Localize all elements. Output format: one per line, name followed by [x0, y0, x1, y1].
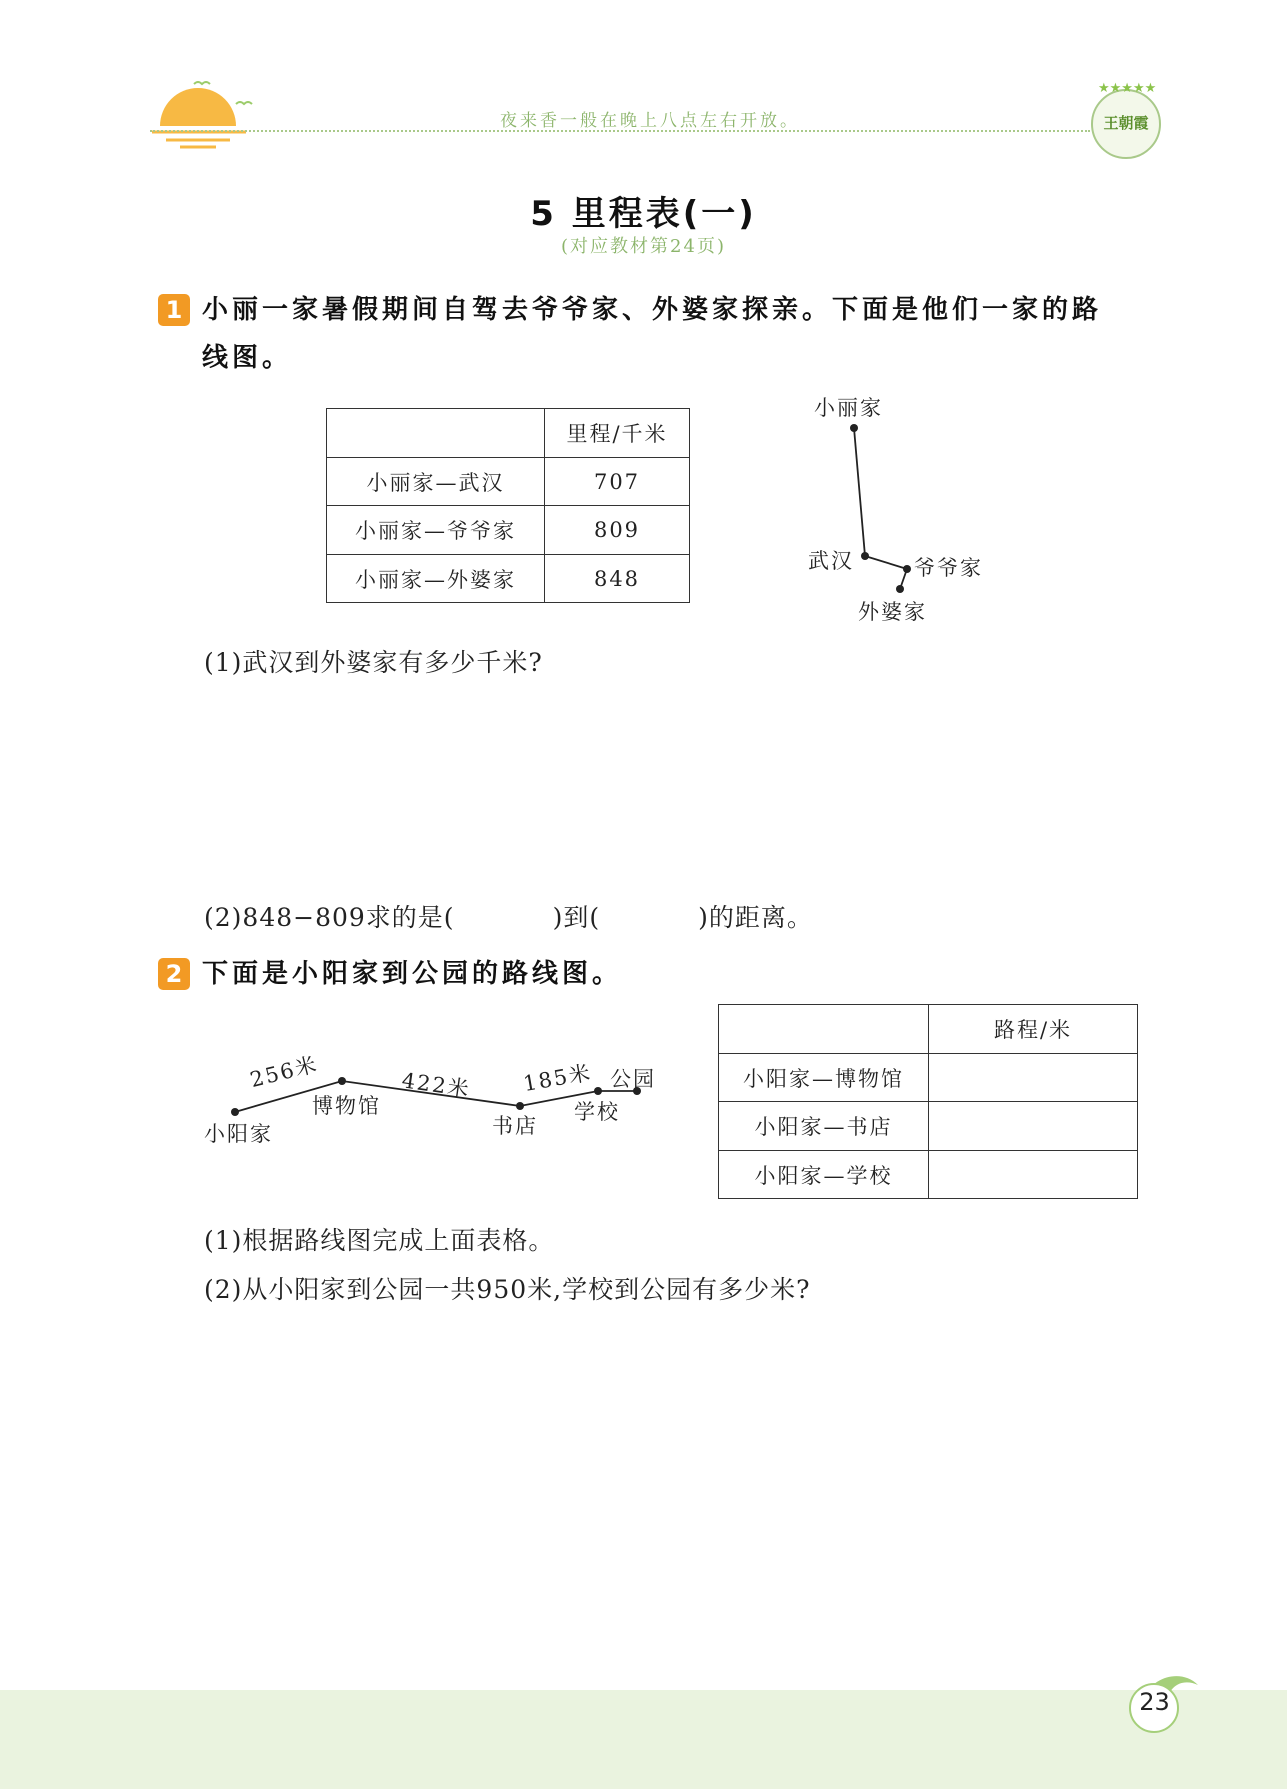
- brand-name: 王朝霞: [1103, 114, 1149, 132]
- q1-sub2-part-c: )的距离。: [698, 903, 813, 932]
- q1-sub2-part-b: )到(: [552, 903, 601, 932]
- route-label-museum: 博物馆: [312, 1094, 381, 1118]
- header-motto: 夜来香一般在晚上八点左右开放。: [500, 111, 800, 131]
- grandpa-point: [903, 565, 911, 573]
- q2-table-header: 路程/米: [929, 1005, 1138, 1054]
- sunset-icon: [150, 70, 260, 150]
- route-label-school: 学校: [574, 1100, 620, 1124]
- home-point: [231, 1108, 239, 1116]
- map-label-wuhan: 武汉: [808, 549, 854, 573]
- question-1-text-line1: 小丽一家暑假期间自驾去爷爷家、外婆家探亲。下面是他们一家的路: [202, 295, 1103, 325]
- q2-table-answer-cell[interactable]: [929, 1102, 1138, 1151]
- q2-table-route: 小阳家—学校: [719, 1151, 929, 1199]
- q1-table-header: 里程/千米: [545, 409, 690, 458]
- page-subtitle: (对应教材第24页): [561, 236, 726, 257]
- q2-table-route: 小阳家—博物馆: [719, 1054, 929, 1102]
- q1-sub2-part-a: (2)848−809求的是(: [204, 903, 455, 932]
- wuhan-point: [861, 552, 869, 560]
- q1-mileage-table: [326, 408, 690, 603]
- question-1-text-line2: 线图。: [202, 343, 293, 373]
- q1-table-distance: 848: [545, 555, 690, 603]
- q1-table-corner: [327, 409, 545, 458]
- q2-distance-table: [718, 1004, 1138, 1199]
- q2-sub-question-1: (1)根据路线图完成上面表格。: [204, 1226, 555, 1255]
- q1-sub-question-1: (1)武汉到外婆家有多少千米?: [204, 648, 543, 677]
- route-distance-3: 185米: [521, 1060, 594, 1097]
- museum-point: [338, 1077, 346, 1085]
- route-label-home: 小阳家: [204, 1122, 273, 1146]
- q1-table-route: 小丽家—爷爷家: [327, 506, 545, 555]
- home-point: [850, 424, 858, 432]
- q2-table-answer-cell[interactable]: [929, 1054, 1138, 1102]
- q2-table-route: 小阳家—书店: [719, 1102, 929, 1151]
- footer-band: [0, 1690, 1287, 1789]
- svg-text:★★★★★: ★★★★★: [1098, 81, 1157, 96]
- grandma-point: [896, 585, 904, 593]
- route-distance-1: 256米: [247, 1052, 321, 1093]
- q1-table-distance: 707: [545, 458, 690, 506]
- question-2-number: 2: [158, 958, 190, 990]
- q1-table-distance: 809: [545, 506, 690, 555]
- map-label-home: 小丽家: [814, 396, 883, 420]
- question-1-number: 1: [158, 294, 190, 326]
- q2-table-answer-cell[interactable]: [929, 1151, 1138, 1199]
- route-label-park: 公园: [610, 1067, 656, 1091]
- question-2-text: 下面是小阳家到公园的路线图。: [202, 959, 623, 989]
- q1-table-route: 小丽家—外婆家: [327, 555, 545, 603]
- page-number: 23: [1139, 1688, 1170, 1716]
- page-title: 5 里程表(一): [530, 194, 757, 234]
- route-label-bookstore: 书店: [492, 1114, 538, 1138]
- q2-sub-question-2: (2)从小阳家到公园一共950米,学校到公园有多少米?: [204, 1275, 811, 1304]
- map-label-grandpa: 爷爷家: [914, 556, 983, 580]
- route-distance-2: 422米: [400, 1068, 473, 1102]
- q2-table-corner: [719, 1005, 929, 1054]
- school-point: [594, 1087, 602, 1095]
- q1-sub-question-2: [204, 898, 813, 934]
- map-label-grandma: 外婆家: [858, 600, 927, 624]
- q1-table-route: 小丽家—武汉: [327, 458, 545, 506]
- bookstore-point: [516, 1102, 524, 1110]
